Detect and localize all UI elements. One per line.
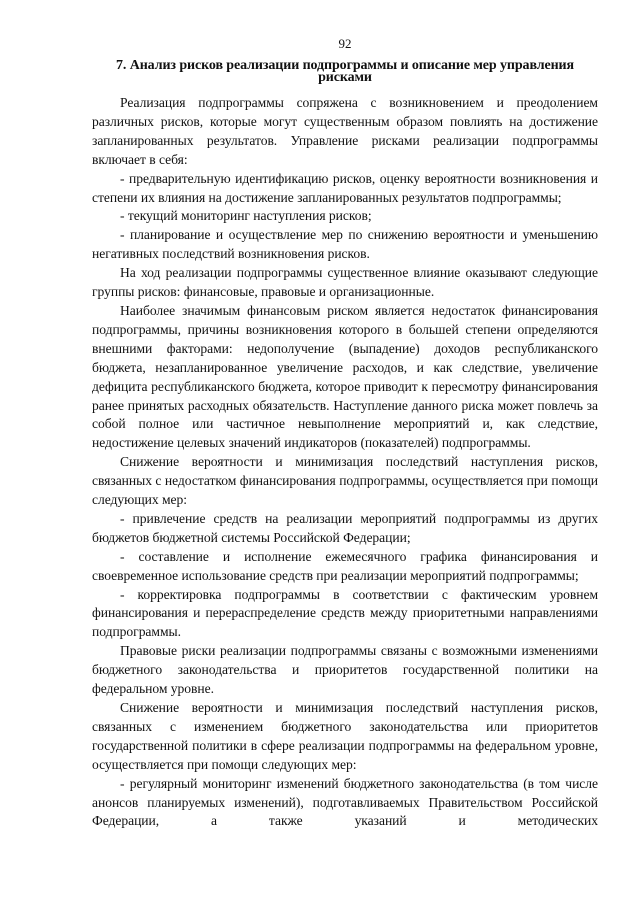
- paragraph: Снижение вероятности и минимизация последствий наступления рисков, связанных с изменением бюджетного законодательства или приоритетов государственной политики в сфере реализации подпрограммы на федеральном уровне, осуществляется при помощи следующих мер:: [92, 700, 598, 772]
- paragraph: Снижение вероятности и минимизация последствий наступления рисков, связанных с недостатком финансирования подпрограммы, осуществляется при помощи следующих мер:: [92, 454, 598, 508]
- paragraph: На ход реализации подпрограммы существенное влияние оказывают следующие группы рисков: финансовые, правовые и организационные.: [92, 265, 598, 300]
- list-item: - регулярный мониторинг изменений бюджетного законодательства (в том числе анонсов планируемых изменений), подготавливаемых Правительством Российской Федерации, а также указаний и методических: [92, 775, 598, 829]
- list-item: - привлечение средств на реализации мероприятий подпрограммы из других бюджетов бюджетной системы Российской Федерации;: [92, 510, 598, 545]
- list-item: - корректировка подпрограммы в соответствии с фактическим уровнем финансирования и перераспределение средств между приоритетными направлениями подпрограммы.: [92, 586, 598, 640]
- paragraph: Правовые риски реализации подпрограммы связаны с возможными изменениями бюджетного законодательства и приоритетов государственной политики на федеральном уровне.: [92, 643, 598, 697]
- section-heading: 7. Анализ рисков реализации подпрограммы и описание мер управления рисками: [116, 58, 574, 85]
- list-item: - текущий мониторинг наступления рисков;: [120, 208, 372, 224]
- paragraph: Реализация подпрограммы сопряжена с возникновением и преодолением различных рисков, которые могут существенным образом повлиять на достижение запланированных результатов. Управление рисками реализации подпрограммы включает в себя:: [92, 95, 598, 167]
- list-item: - планирование и осуществление мер по снижению вероятности и уменьшению негативных последствий возникновения рисков.: [92, 227, 598, 262]
- page-number: 92: [338, 36, 352, 51]
- document-page: [92, 36, 598, 831]
- body-text: [92, 94, 598, 831]
- list-item: - предварительную идентификацию рисков, оценку вероятности возникновения и степени их влияния на достижение запланированных результатов подпрограммы;: [92, 170, 598, 205]
- paragraph: Наиболее значимым финансовым риском является недостаток финансирования подпрограммы, причины возникновения которого в большей степени определяются внешними факторами: недополучение (выпадение) доходов республиканского бюджета, незапланированное увеличение расходов, и как следствие, увеличение дефицита республиканского бюджета, которое приводит к пересмотру финансирования ранее принятых расходных обязательств. Наступление данного риска может повлечь за собой полное или частичное невыполнение мероприятий и, как следствие, недостижение целевых значений индикаторов (показателей) подпрограммы.: [92, 302, 598, 451]
- list-item: - составление и исполнение ежемесячного графика финансирования и своевременное использование средств при реализации мероприятий подпрограммы;: [92, 548, 598, 583]
